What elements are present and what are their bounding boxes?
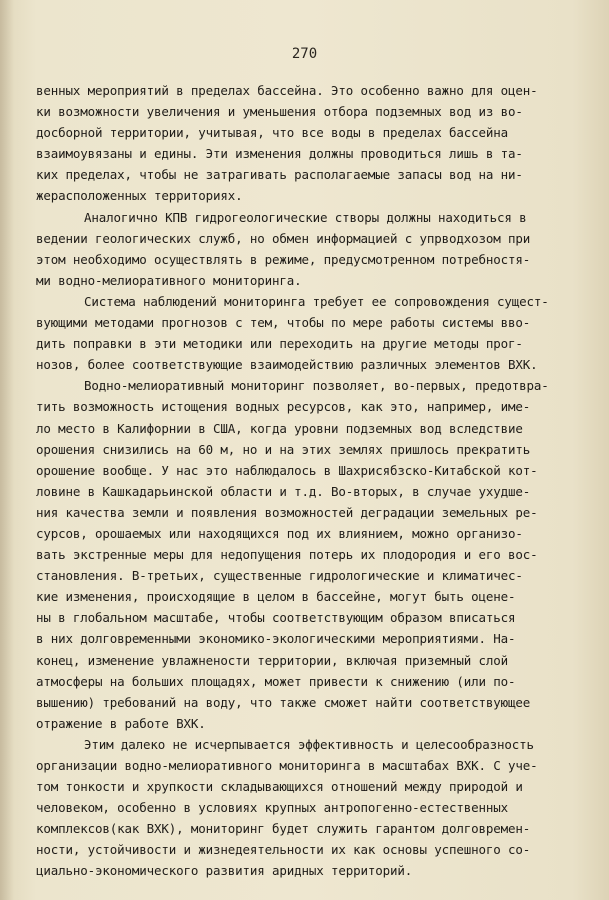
text-line: конец, изменение увлажнености территории, включая приземный слой xyxy=(36,652,509,668)
text-line: взаимоувязаны и едины. Эти изменения должны проводиться лишь в та- xyxy=(36,146,523,162)
text-line: кие изменения, происходящие в целом в бассейне, могут быть оцене- xyxy=(36,589,516,605)
text-line: сурсов, орошаемых или находящихся под их влиянием, можно организо- xyxy=(36,525,523,541)
text-line: становления. В-третьих, существенные гидрологические и климатичес- xyxy=(36,568,523,584)
text-line: вующими методами прогнозов с тем, чтобы по мере работы системы вво- xyxy=(36,315,531,331)
text-line: вышению) требований на воду, что также сможет найти соответствующее xyxy=(36,694,531,710)
text-line: человеком, особенно в условиях крупных антропогенно-естественных xyxy=(36,800,509,816)
text-line: жерасположенных территориях. xyxy=(36,188,243,204)
text-line: дить поправки в эти методики или переходить на другие методы прог- xyxy=(36,336,523,352)
text-line: ния качества земли и появления возможностей деградации земельных ре- xyxy=(36,504,538,520)
text-line: орошение вообще. У нас это наблюдалось в Шахрисябзско-Китабской кот- xyxy=(36,462,538,478)
text-line: Этим далеко не исчерпывается эффективность и целесообразность xyxy=(84,736,534,752)
text-line: Водно-мелиоративный мониторинг позволяет, во-первых, предотвра- xyxy=(84,378,549,394)
text-line: атмосферы на больших площадях, может привести к снижению (или по- xyxy=(36,673,516,689)
text-line: ны в глобальном масштабе, чтобы соответствующим образом вписаться xyxy=(36,610,516,626)
text-line: организации водно-мелиоративного мониторинга в масштабах ВХК. С уче- xyxy=(36,758,538,773)
page-number: 270 xyxy=(291,46,318,62)
text-line: комплексов(как ВХК), мониторинг будет служить гарантом долговремен- xyxy=(36,821,531,837)
text-line: ло место в Калифорнии в США, когда уровни подземных вод вследствие xyxy=(36,420,523,436)
text-line: том тонкости и хрупкости складывающихся отношений между природой и xyxy=(36,779,523,795)
text-line: ведении геологических служб, но обмен информацией с упрводхозом при xyxy=(36,230,531,246)
text-line: тить возможность истощения водных ресурсов, как это, например, име- xyxy=(36,399,531,415)
text-line: ки возможности увеличения и уменьшения отбора подземных вод из во- xyxy=(36,104,523,120)
text-line: орошения снизились на 60 м, но и на этих землях пришлось прекратить xyxy=(36,441,531,457)
text-line: Система наблюдений мониторинга требует ее сопровождения сущест- xyxy=(84,293,549,309)
text-line: отражение в работе ВХК. xyxy=(36,715,206,731)
text-line: ловине в Кашкадарьинской области и т.д. Во-вторых, в случае ухудше- xyxy=(36,483,531,499)
text-line: нозов, более соответствующие взаимодействию различных элементов ВХК. xyxy=(36,357,538,373)
text-line: циально-экономического развития аридных территорий. xyxy=(36,863,413,879)
text-line: ких пределах, чтобы не затрагивать располагаемые запасы вод на ни- xyxy=(36,167,523,183)
text-line: вать экстренные меры для недопущения потерь их плодородия и его вос- xyxy=(36,547,538,563)
text-line: Аналогично КПВ гидрогеологические створы должны находиться в xyxy=(84,209,527,225)
text-line: этом необходимо осуществлять в режиме, предусмотренном потребностя- xyxy=(36,251,531,267)
text-line: венных мероприятий в пределах бассейна. Это особенно важно для оцен- xyxy=(36,83,538,98)
text-line: досборной территории, учитывая, что все воды в пределах бассейна xyxy=(36,125,509,141)
text-line: в них долговременными экономико-экологическими мероприятиями. На- xyxy=(36,631,516,647)
text-line: ности, устойчивости и жизнедеятельности их как основы успешного со- xyxy=(36,842,531,858)
body-text xyxy=(36,80,596,882)
text-line: ми водно-мелиоративного мониторинга. xyxy=(36,272,302,288)
page-edge-shadow xyxy=(0,0,14,900)
